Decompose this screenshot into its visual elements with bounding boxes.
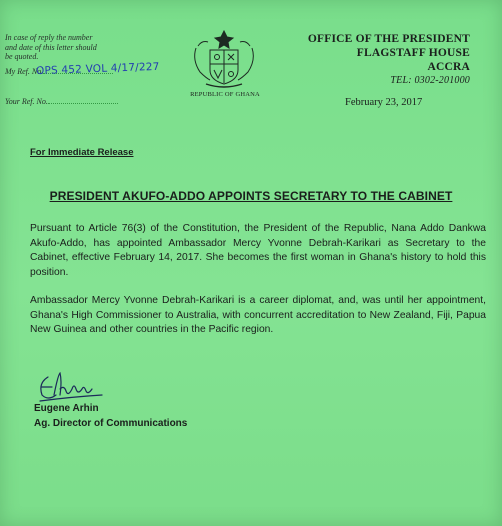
ghana-coat-of-arms-icon — [188, 28, 260, 90]
office-address-block — [308, 32, 470, 88]
office-telephone: TEL: 0302-201000 — [390, 75, 470, 86]
signatory-title: Ag. Director of Communications — [34, 418, 188, 429]
my-ref-handwritten-value: OPS 452 VOL 4/17/227 — [35, 60, 160, 78]
reply-instruction-note: In case of reply the number and date of this letter should be quoted. — [5, 33, 97, 61]
republic-label: REPUBLIC OF GHANA — [190, 91, 260, 98]
headline: PRESIDENT AKUFO-ADDO APPOINTS SECRETARY TO THE CABINET — [49, 189, 453, 203]
my-ref-label: My Ref. No. — [5, 67, 44, 76]
release-label: For Immediate Release — [30, 147, 134, 158]
letter-date: February 23, 2017 — [345, 97, 423, 108]
office-line-3: ACCRA — [427, 61, 470, 73]
body-paragraph-2: Ambassador Mercy Yvonne Debrah-Karikari is a career diplomat, and, was until her appointment, Ghana's High Commissioner to Australia, with concurrent accreditation to New Zealand, Fiji, Papua New Guinea and other countries in the Pacific region. — [30, 295, 486, 336]
signatory-name: Eugene Arhin — [34, 403, 99, 414]
body-paragraph-1: Pursuant to Article 76(3) of the Constitution, the President of the Republic, Nana Addo Dankwa Akufo-Addo, has appointed Ambassador Mercy Yvonne Debrah-Karikari as Secretary to the Cabinet, effective February 14, 2017. She becomes the first woman in Ghana's history to hold this position. — [30, 223, 486, 278]
your-ref-label: Your Ref. No. — [5, 97, 48, 106]
your-ref-line — [5, 97, 118, 106]
handwritten-signature — [34, 367, 106, 407]
office-line-2: FLAGSTAFF HOUSE — [356, 47, 470, 59]
office-line-1: OFFICE OF THE PRESIDENT — [307, 33, 470, 45]
